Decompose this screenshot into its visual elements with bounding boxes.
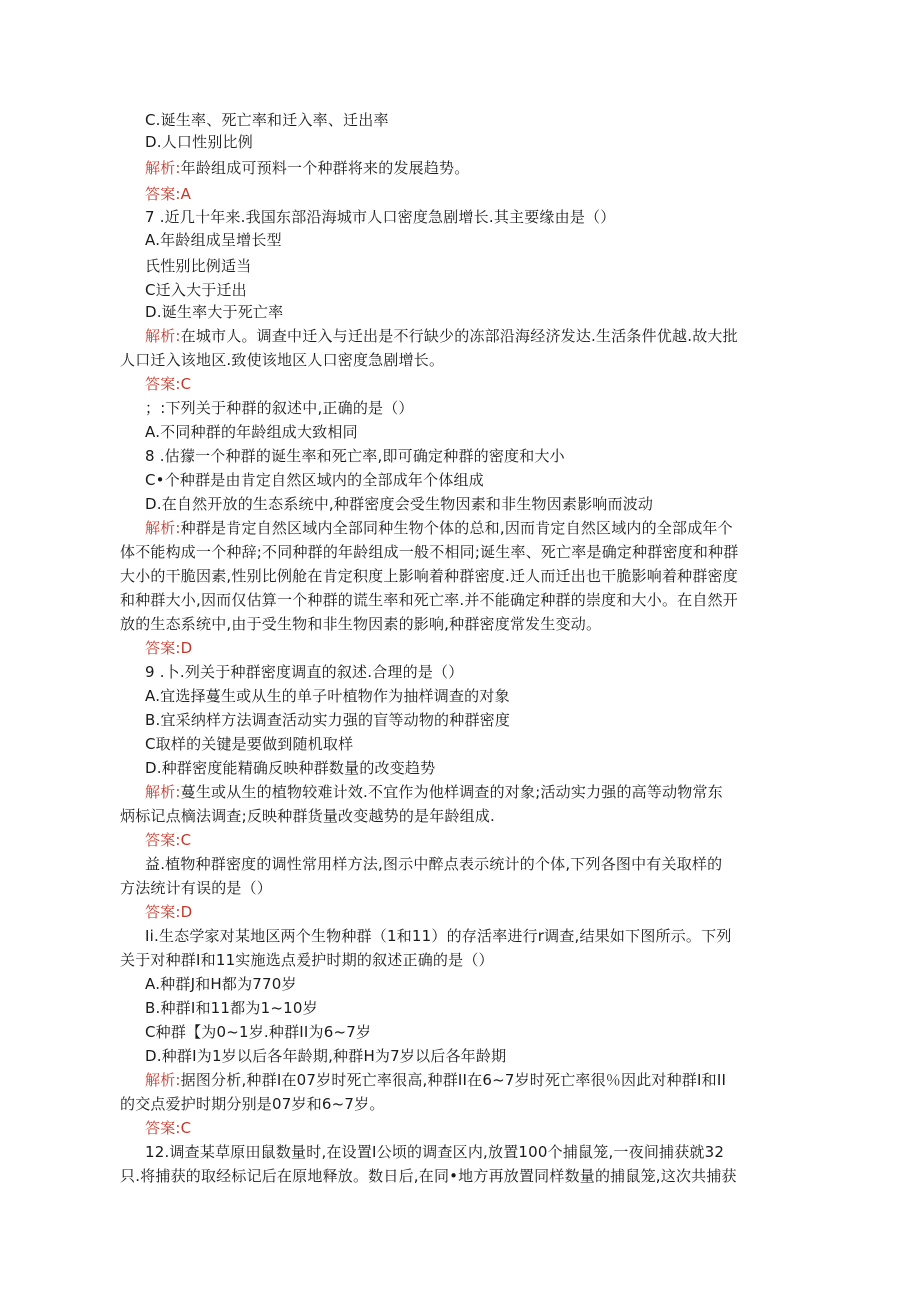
answer-line: 答案:D — [145, 903, 193, 921]
analysis-line: 解析:年龄组成可预料一个种群将来的发展趋势。 — [145, 159, 470, 177]
analysis-line: 解析:在城市人。调查中迁入与迁出是不行缺少的冻部沿海经济发达.生活条件优越.故大批 — [145, 327, 738, 345]
text-line: 关于对种群I和11实施选点爰护时期的叙述正确的是（） — [120, 951, 494, 969]
analysis-line: 解析:据图分析,种群I在07岁时死亡率很高,种群II在6~7岁时死亡率很％因此对种群I和II — [145, 1071, 727, 1089]
analysis-label: 解析: — [145, 327, 181, 345]
analysis-line: 解析:蔓生或从生的植物较难计效.不宜作为他样调查的对象;活动实力强的高等动物常东 — [145, 783, 723, 801]
text-line: 大小的干脆因素,性别比例舱在肯定积度上影响着种群密度.迁人而迁出也干脆影响着种群密度 — [120, 567, 738, 585]
text-line: 炳标记点樀法调查;反映种群货量改变越势的是年龄组成. — [120, 807, 496, 825]
question-line: 12.调查某草原田鼠数量时,在设置I公顷的调查区内,放置100个捕鼠笼,一夜间捕获就32 — [145, 1143, 725, 1161]
answer-label: 答案: — [145, 185, 181, 203]
option-line: D.种群I为1岁以后各年龄期,种群H为7岁以后各年龄期 — [145, 1047, 507, 1065]
option-line: B.种群I和11都为1~10岁 — [145, 999, 318, 1017]
analysis-label: 解析: — [145, 519, 181, 537]
option-line: D.诞生率大于死亡率 — [145, 303, 284, 321]
text-line: 方法统计有误的是（） — [120, 879, 273, 897]
option-line: A.宜选择蔓生或从生的单子叶植物作为抽样调查的对象 — [145, 687, 510, 705]
question-line: 益.植物种群密度的调性常用样方法,图示中醉点表示统计的个体,下列各图中有关取样的 — [145, 855, 723, 873]
option-line: 氏性别比例适当 — [145, 257, 252, 275]
question-line: ；:下列关于种群的叙述中,正确的是（） — [145, 399, 414, 417]
option-line: A.年龄组成呈增长型 — [145, 231, 282, 249]
text-line: 体不能构成一个种辞;不同种群的年龄组成一般不相同;诞生率、死亡率是确定种群密度和种群 — [120, 543, 739, 561]
answer-line: 答案:C — [145, 831, 192, 849]
analysis-label: 解析: — [145, 1071, 181, 1089]
option-line: D.种群密度能精确反映种群数量的改变趋势 — [145, 759, 436, 777]
option-line: D.在自然开放的生态系统中,种群密度会受生物因素和非生物因素影响而波动 — [145, 495, 654, 513]
text-line: 和种群大小,因而仅估算一个种群的谎生率和死亡率.并不能确定种群的崇度和大小。在自然开 — [120, 591, 738, 609]
text-line: D.人口性别比例 — [145, 133, 253, 151]
option-line: C种群【为0~1岁.种群II为6~7岁 — [145, 1023, 372, 1041]
text-line: C.诞生率、死亡率和迁入率、迁出率 — [145, 111, 389, 129]
answer-label: 答案: — [145, 639, 181, 657]
answer-line: 答案:C — [145, 1119, 192, 1137]
answer-line: 答案:C — [145, 375, 192, 393]
option-line: 8 .估獴一个种群的诞生率和死亡率,即可确定种群的密度和大小 — [145, 447, 565, 465]
question-line: 7 .近几十年来.我国东部沿海城市人口密度急剧增长.其主要缘由是（） — [145, 208, 616, 226]
answer-label: 答案: — [145, 1119, 181, 1137]
option-line: C取样的关键是要做到随机取样 — [145, 735, 354, 753]
answer-label: 答案: — [145, 903, 181, 921]
answer-label: 答案: — [145, 375, 181, 393]
answer-line: 答案:A — [145, 185, 192, 203]
option-line: C•个种群是由肯定自然区域内的全部成年个体组成 — [145, 471, 484, 489]
text-line: 的交点爱护时期分别是07岁和6~7岁。 — [120, 1095, 385, 1113]
option-line: A.种群J和H都为770岁 — [145, 975, 297, 993]
analysis-line: 解析:种群是肯定自然区域内全部同种生物个体的总和,因而肯定自然区域内的全部成年个 — [145, 519, 733, 537]
question-line: 9 .卜.列关于种群密度调直的叙述.合理的是（） — [145, 663, 464, 681]
text-line: 只.将捕获的取经标记后在原地释放。数日后,在同•地方再放置同样数量的捕鼠笼,这次共捕获 — [120, 1167, 737, 1185]
analysis-label: 解析: — [145, 783, 181, 801]
option-line: C迁入大于迁出 — [145, 281, 247, 299]
option-line: B.宜采纳样方法调查活动实力强的盲等动物的种群密度 — [145, 711, 511, 729]
option-line: A.不同种群的年龄组成大致相同 — [145, 423, 358, 441]
analysis-label: 解析: — [145, 159, 181, 177]
text-line: 人口迁入该地区.致使该地区人口密度急剧增长。 — [120, 351, 445, 369]
question-line: Ii.生态学家对某地区两个生物种群（1和11）的存活率进行r调查,结果如下图所示。下列 — [145, 927, 732, 945]
text-line: 放的生态系统中,由于受生物和非生物因素的影响,种群密度常发生变动。 — [120, 615, 602, 633]
answer-label: 答案: — [145, 831, 181, 849]
answer-line: 答案:D — [145, 639, 193, 657]
